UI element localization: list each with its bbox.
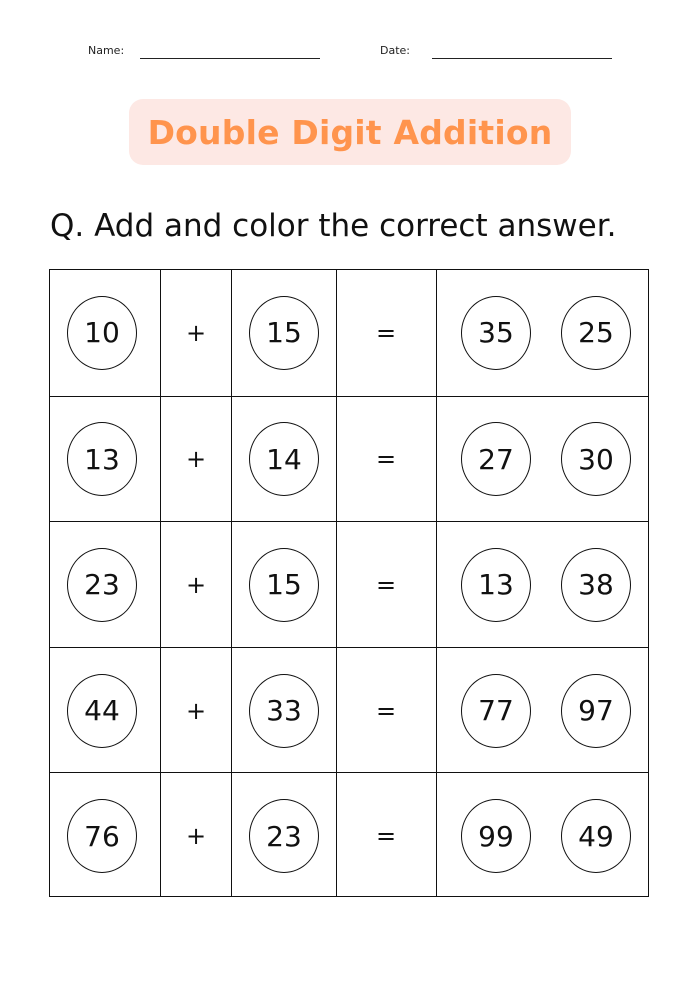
answer-choice-oval[interactable]: 99	[461, 799, 531, 873]
name-field-line[interactable]	[140, 58, 320, 59]
problem-row	[50, 396, 648, 522]
date-field-line[interactable]	[432, 58, 612, 59]
answer-choice-oval[interactable]: 13	[461, 548, 531, 622]
equals-sign: =	[375, 445, 397, 474]
plus-sign: +	[185, 570, 207, 599]
addend-1-oval: 23	[67, 548, 137, 622]
addend-2-oval: 14	[249, 422, 319, 496]
addend-2-oval: 15	[249, 296, 319, 370]
problem-row	[50, 521, 648, 647]
plus-sign: +	[185, 822, 207, 851]
addend-1-oval: 10	[67, 296, 137, 370]
equals-sign: =	[375, 570, 397, 599]
answer-choice-oval[interactable]: 25	[561, 296, 631, 370]
equals-sign: =	[375, 318, 397, 347]
answer-choice-oval[interactable]: 30	[561, 422, 631, 496]
answer-choice-oval[interactable]: 35	[461, 296, 531, 370]
addend-1-oval: 13	[67, 422, 137, 496]
addend-1-oval: 44	[67, 674, 137, 748]
date-label: Date:	[380, 44, 410, 57]
addend-2-oval: 15	[249, 548, 319, 622]
page-title: Double Digit Addition	[147, 112, 553, 152]
addend-2-oval: 33	[249, 674, 319, 748]
problem-row	[50, 270, 648, 396]
addend-1-oval: 76	[67, 799, 137, 873]
instruction-text: Q. Add and color the correct answer.	[50, 208, 617, 244]
plus-sign: +	[185, 696, 207, 725]
name-label: Name:	[88, 44, 125, 57]
problem-row	[50, 772, 648, 898]
plus-sign: +	[185, 445, 207, 474]
answer-choice-oval[interactable]: 49	[561, 799, 631, 873]
addend-2-oval: 23	[249, 799, 319, 873]
problem-grid	[49, 269, 649, 897]
equals-sign: =	[375, 822, 397, 851]
answer-choice-oval[interactable]: 97	[561, 674, 631, 748]
answer-choice-oval[interactable]: 27	[461, 422, 531, 496]
title-banner	[129, 99, 571, 165]
problem-row	[50, 647, 648, 773]
equals-sign: =	[375, 696, 397, 725]
answer-choice-oval[interactable]: 77	[461, 674, 531, 748]
answer-choice-oval[interactable]: 38	[561, 548, 631, 622]
plus-sign: +	[185, 318, 207, 347]
